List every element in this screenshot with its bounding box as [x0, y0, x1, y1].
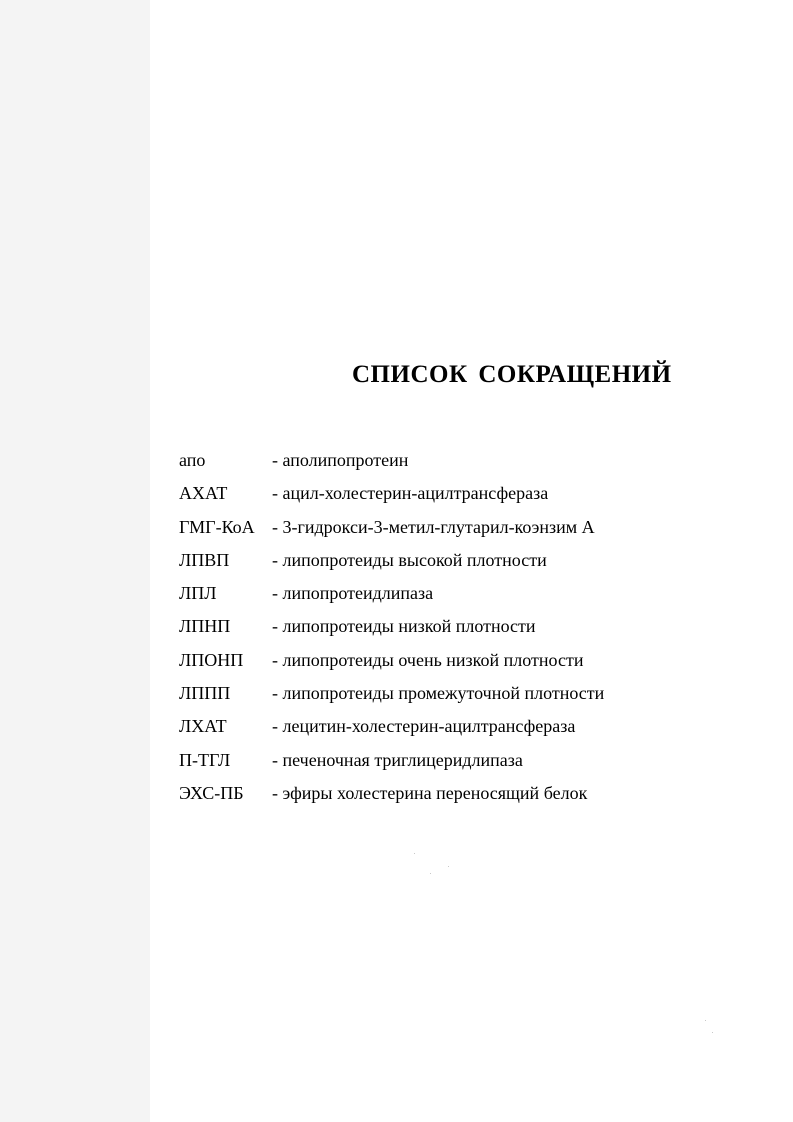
abbreviation-term: ЛПНП: [179, 616, 231, 637]
abbreviation-definition: - липопротеидлипаза: [272, 583, 434, 604]
abbreviation-term: апо: [179, 450, 206, 470]
abbreviation-list: [179, 448, 739, 814]
abbreviation-term: ЛПВП: [179, 549, 230, 570]
abbreviation-term: ЛППП: [179, 683, 231, 704]
abbreviation-definition: - липопротеиды промежуточной плотности: [272, 683, 605, 704]
abbreviation-definition: - липопротеиды очень низкой плотности: [272, 649, 584, 670]
abbreviation-definition: - липопротеиды высокой плотности: [272, 549, 547, 570]
abbreviation-term: ЛХАТ: [179, 716, 227, 737]
page-title: СПИСОК СОКРАЩЕНИЙ: [352, 361, 672, 388]
abbreviation-definition: - липопротеиды низкой плотности: [272, 616, 536, 637]
scan-speck: [705, 1020, 706, 1021]
list-item: [179, 448, 739, 481]
abbreviation-term: ГМГ-КоА: [179, 516, 255, 537]
list-item: [179, 548, 739, 581]
list-item: [179, 648, 739, 681]
abbreviation-definition: - аполипопротеин: [272, 450, 409, 470]
abbreviation-definition: - ацил-холестерин-ацилтрансфераза: [272, 483, 549, 504]
list-item: [179, 748, 739, 781]
list-item: [179, 781, 739, 814]
abbreviation-definition: - эфиры холестерина переносящий белок: [272, 782, 588, 803]
abbreviation-definition: - 3-гидрокси-3-метил-глутарил-коэнзим А: [272, 516, 595, 537]
list-item: [179, 614, 739, 647]
abbreviation-term: ЛПЛ: [179, 583, 217, 604]
list-item: [179, 581, 739, 614]
list-item: [179, 515, 739, 548]
abbreviation-term: ЛПОНП: [179, 649, 244, 670]
abbreviation-definition: - лецитин-холестерин-ацилтрансфераза: [272, 716, 576, 737]
scan-speck: [430, 873, 431, 874]
abbreviation-term: ЭХС-ПБ: [179, 782, 244, 803]
scan-shadow: [0, 0, 150, 1122]
list-item: [179, 681, 739, 714]
list-item: [179, 714, 739, 747]
abbreviation-definition: - печеночная триглицеридлипаза: [272, 749, 523, 770]
abbreviation-term: П-ТГЛ: [179, 749, 231, 770]
scan-speck: [414, 853, 415, 854]
scan-speck: [448, 866, 449, 867]
scan-speck: [712, 1032, 713, 1033]
abbreviation-term: АХАТ: [179, 483, 228, 504]
list-item: [179, 481, 739, 514]
